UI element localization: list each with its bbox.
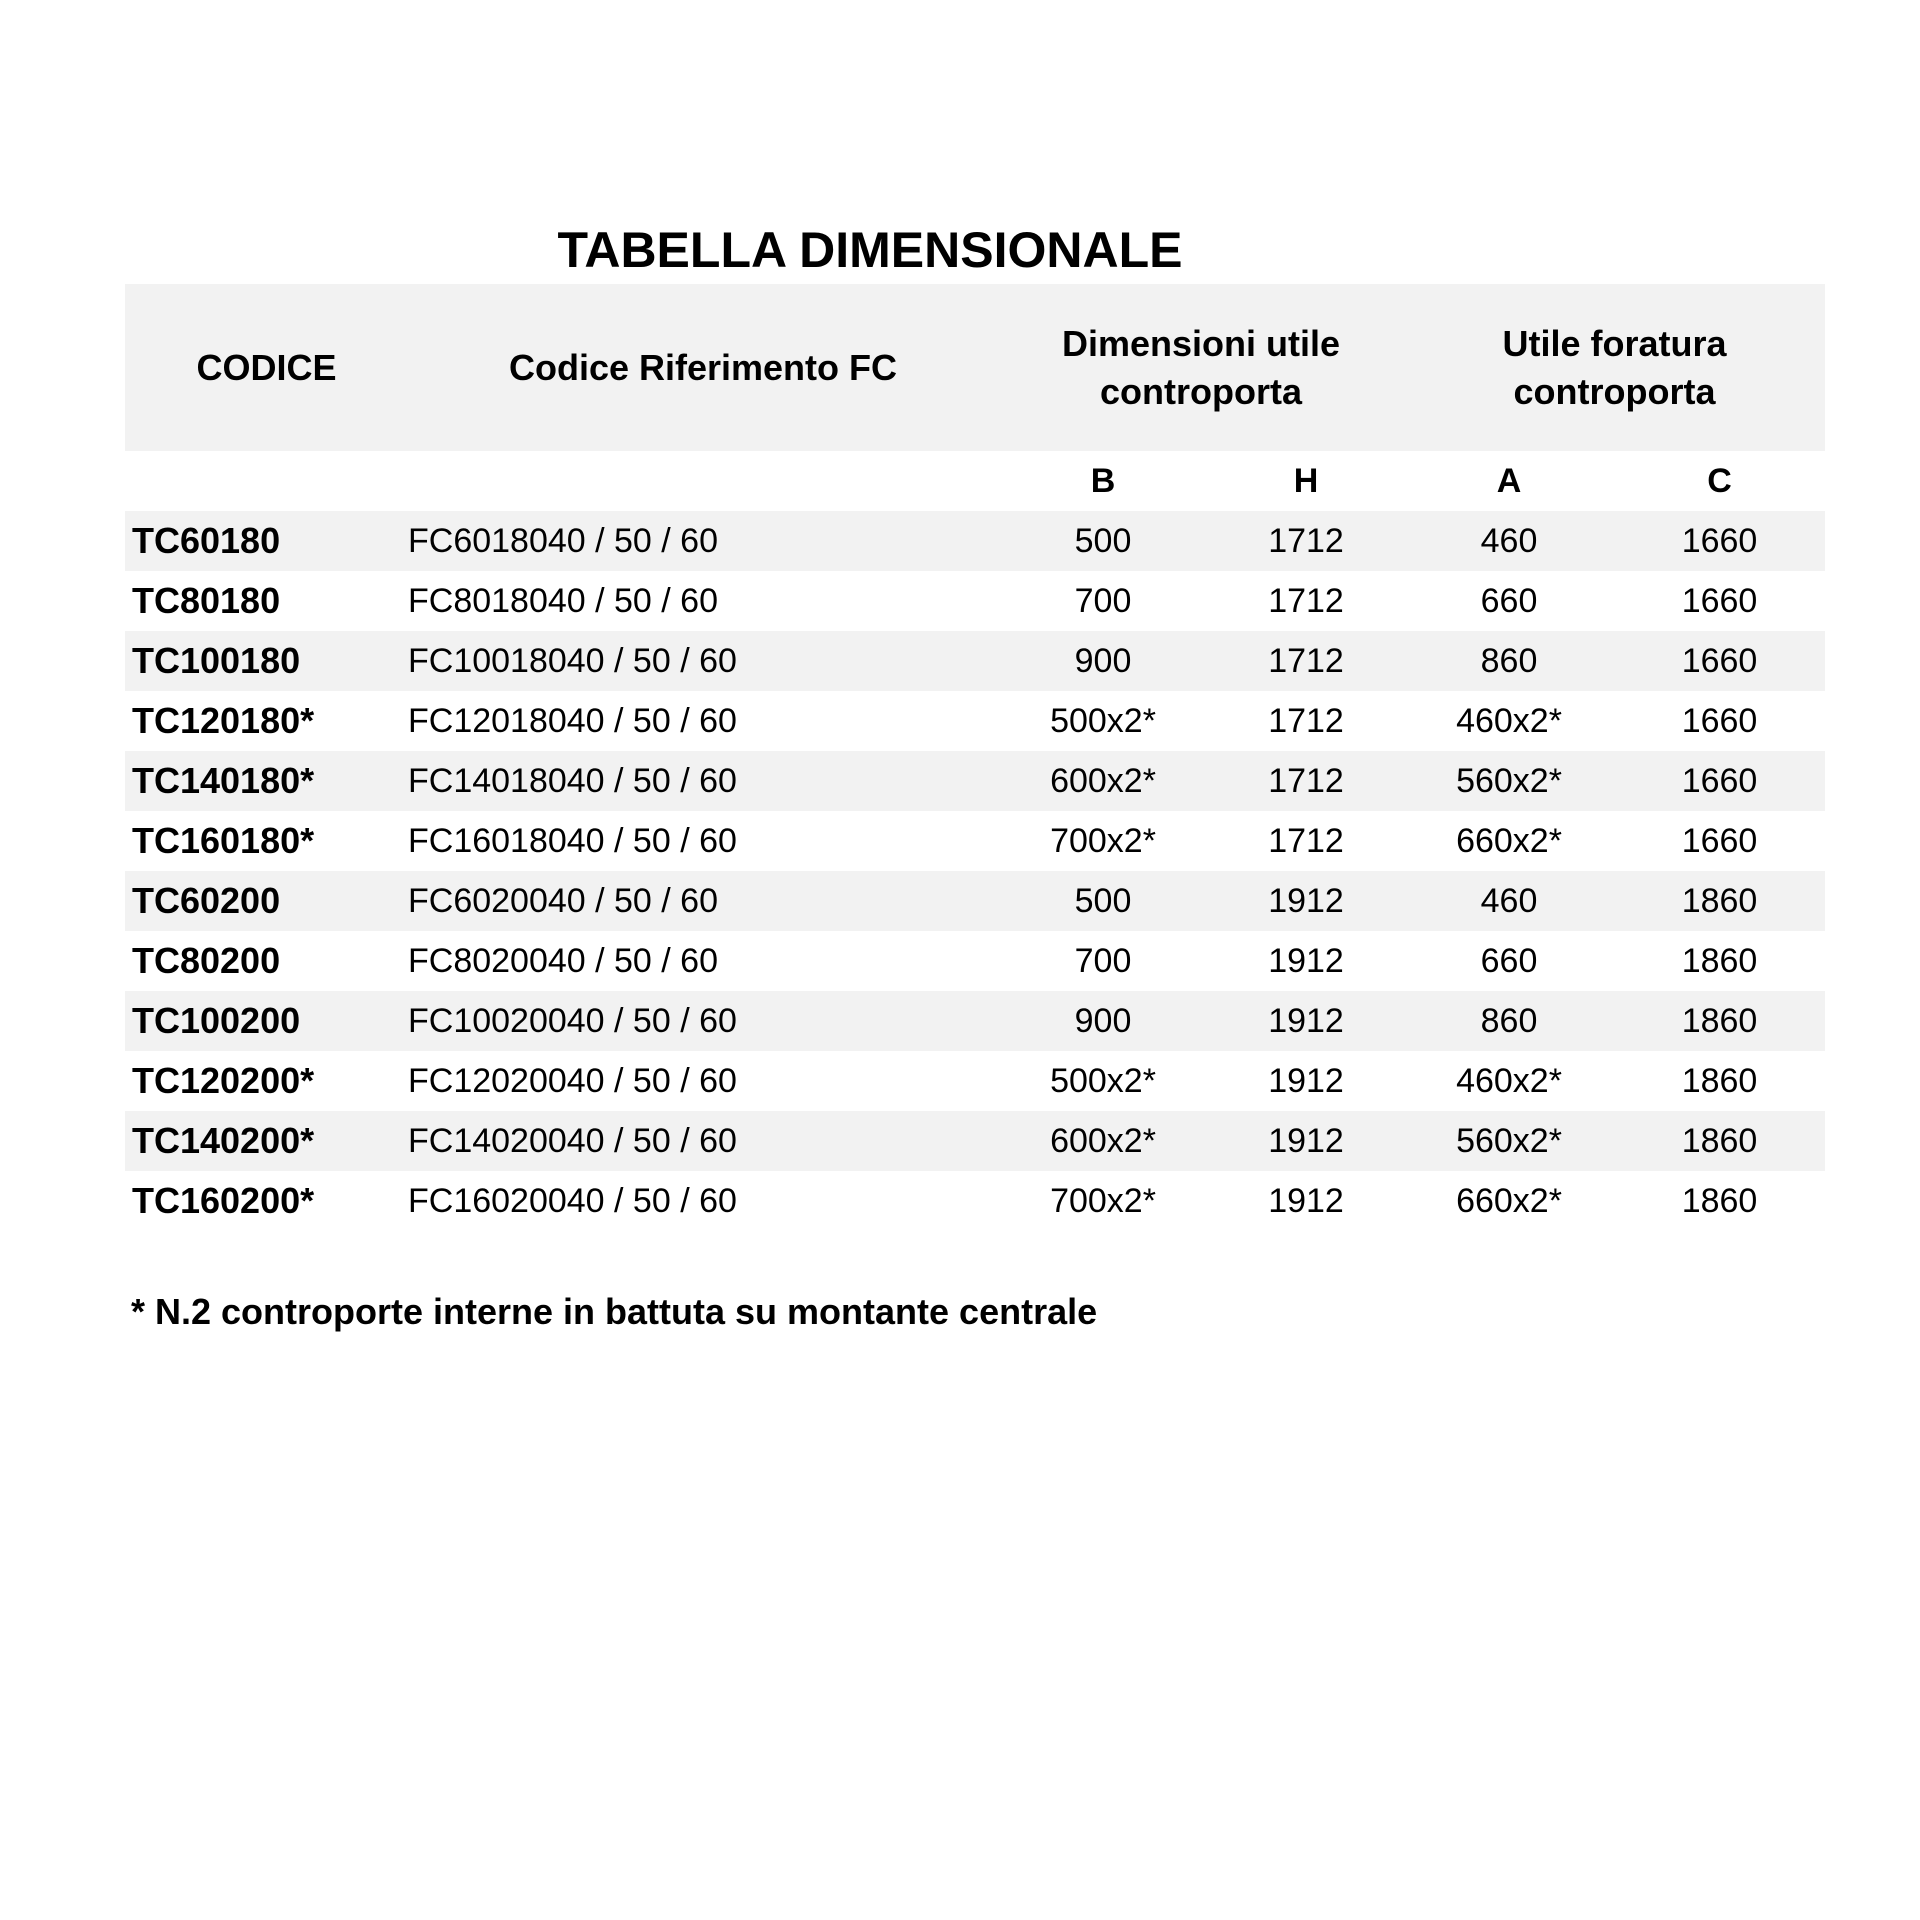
cell-a: 660 <box>1404 931 1614 991</box>
cell-c: 1660 <box>1614 631 1825 691</box>
cell-c: 1660 <box>1614 811 1825 871</box>
cell-riferimento: FC6018040 / 50 / 60 <box>408 511 998 571</box>
cell-codice: TC120200* <box>125 1051 408 1111</box>
table-row <box>125 1111 1825 1171</box>
header-foratura-line2: controporta <box>1513 370 1716 412</box>
cell-c: 1860 <box>1614 1171 1825 1231</box>
cell-c: 1860 <box>1614 1051 1825 1111</box>
table-row <box>125 991 1825 1051</box>
cell-codice: TC80180 <box>125 571 408 631</box>
subheader-empty-riferimento <box>408 451 998 511</box>
subheader-a: A <box>1496 461 1522 500</box>
cell-codice: TC160200* <box>125 1171 408 1231</box>
cell-c: 1660 <box>1614 751 1825 811</box>
cell-riferimento: FC10018040 / 50 / 60 <box>408 631 998 691</box>
header-utile-foratura <box>1404 284 1825 451</box>
table-body <box>125 511 1825 1231</box>
cell-c: 1860 <box>1614 991 1825 1051</box>
cell-a: 660x2* <box>1404 811 1614 871</box>
cell-h: 1712 <box>1208 751 1404 811</box>
cell-riferimento: FC14018040 / 50 / 60 <box>408 751 998 811</box>
subheader-h: H <box>1293 461 1319 500</box>
cell-h: 1712 <box>1208 811 1404 871</box>
cell-b: 600x2* <box>998 1111 1208 1171</box>
header-dimensioni-line1: Dimensioni utile <box>1061 322 1341 364</box>
cell-codice: TC140200* <box>125 1111 408 1171</box>
page-title: TABELLA DIMENSIONALE <box>557 222 1183 278</box>
cell-codice: TC60180 <box>125 511 408 571</box>
cell-b: 900 <box>998 991 1208 1051</box>
table-row <box>125 691 1825 751</box>
header-dimensioni-utile <box>998 284 1404 451</box>
cell-a: 460 <box>1404 871 1614 931</box>
table-row <box>125 511 1825 571</box>
cell-h: 1712 <box>1208 691 1404 751</box>
cell-b: 700x2* <box>998 811 1208 871</box>
cell-riferimento: FC12018040 / 50 / 60 <box>408 691 998 751</box>
cell-c: 1860 <box>1614 931 1825 991</box>
table-row <box>125 751 1825 811</box>
cell-c: 1660 <box>1614 571 1825 631</box>
cell-b: 600x2* <box>998 751 1208 811</box>
cell-a: 460 <box>1404 511 1614 571</box>
cell-h: 1912 <box>1208 871 1404 931</box>
cell-codice: TC120180* <box>125 691 408 751</box>
cell-b: 700 <box>998 571 1208 631</box>
footnote: * N.2 controporte interne in battuta su montante centrale <box>131 1291 1098 1332</box>
cell-a: 460x2* <box>1404 691 1614 751</box>
cell-h: 1712 <box>1208 511 1404 571</box>
cell-c: 1660 <box>1614 691 1825 751</box>
cell-a: 560x2* <box>1404 1111 1614 1171</box>
cell-a: 860 <box>1404 631 1614 691</box>
cell-b: 500x2* <box>998 691 1208 751</box>
cell-b: 500x2* <box>998 1051 1208 1111</box>
table-row <box>125 571 1825 631</box>
cell-riferimento: FC8020040 / 50 / 60 <box>408 931 998 991</box>
cell-riferimento: FC14020040 / 50 / 60 <box>408 1111 998 1171</box>
cell-riferimento: FC16020040 / 50 / 60 <box>408 1171 998 1231</box>
table-row <box>125 871 1825 931</box>
dimensions-table <box>125 284 1825 1231</box>
cell-h: 1912 <box>1208 931 1404 991</box>
cell-h: 1712 <box>1208 631 1404 691</box>
header-codice-riferimento: Codice Riferimento FC <box>408 284 998 451</box>
cell-riferimento: FC16018040 / 50 / 60 <box>408 811 998 871</box>
table-row <box>125 1051 1825 1111</box>
cell-codice: TC140180* <box>125 751 408 811</box>
subheader-empty-codice <box>125 451 408 511</box>
cell-h: 1912 <box>1208 1051 1404 1111</box>
cell-codice: TC60200 <box>125 871 408 931</box>
header-foratura-line1: Utile foratura <box>1502 322 1727 364</box>
cell-c: 1860 <box>1614 1111 1825 1171</box>
cell-codice: TC160180* <box>125 811 408 871</box>
cell-a: 560x2* <box>1404 751 1614 811</box>
subheader-b: B <box>1090 461 1116 500</box>
cell-a: 660 <box>1404 571 1614 631</box>
cell-riferimento: FC12020040 / 50 / 60 <box>408 1051 998 1111</box>
table-row <box>125 631 1825 691</box>
cell-h: 1912 <box>1208 1171 1404 1231</box>
cell-codice: TC100180 <box>125 631 408 691</box>
cell-c: 1660 <box>1614 511 1825 571</box>
header-dimensioni-line2: controporta <box>1100 370 1302 412</box>
cell-b: 500 <box>998 511 1208 571</box>
cell-riferimento: FC10020040 / 50 / 60 <box>408 991 998 1051</box>
cell-a: 460x2* <box>1404 1051 1614 1111</box>
cell-b: 900 <box>998 631 1208 691</box>
cell-codice: TC100200 <box>125 991 408 1051</box>
cell-b: 500 <box>998 871 1208 931</box>
subheader-c: C <box>1707 461 1732 500</box>
table-header-row <box>125 284 1825 451</box>
table-row <box>125 1171 1825 1231</box>
cell-a: 860 <box>1404 991 1614 1051</box>
cell-a: 660x2* <box>1404 1171 1614 1231</box>
cell-riferimento: FC6020040 / 50 / 60 <box>408 871 998 931</box>
cell-riferimento: FC8018040 / 50 / 60 <box>408 571 998 631</box>
header-codice: CODICE <box>125 284 408 451</box>
table-row <box>125 931 1825 991</box>
cell-c: 1860 <box>1614 871 1825 931</box>
cell-h: 1912 <box>1208 991 1404 1051</box>
cell-h: 1712 <box>1208 571 1404 631</box>
cell-b: 700x2* <box>998 1171 1208 1231</box>
table-subheader-row <box>125 451 1825 511</box>
cell-b: 700 <box>998 931 1208 991</box>
table-row <box>125 811 1825 871</box>
cell-codice: TC80200 <box>125 931 408 991</box>
cell-h: 1912 <box>1208 1111 1404 1171</box>
